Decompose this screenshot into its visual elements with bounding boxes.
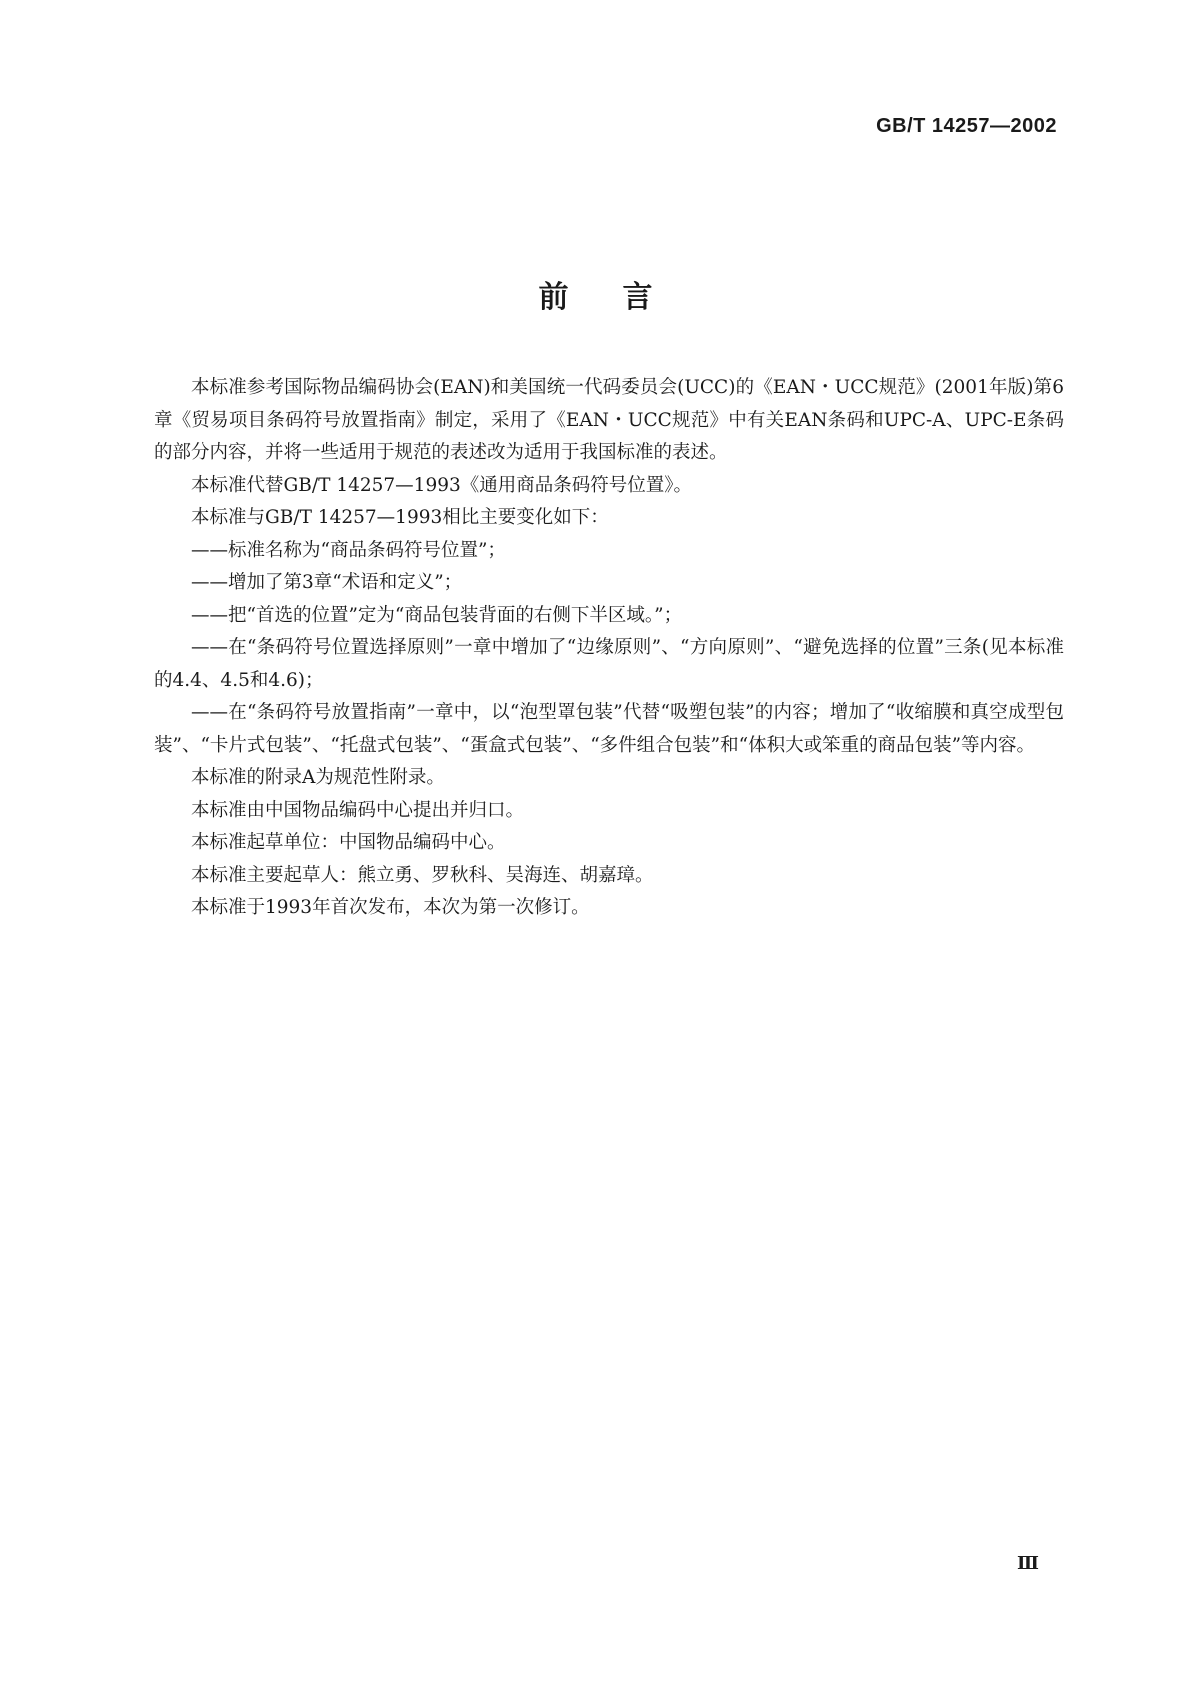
paragraph-reference: 本标准参考国际物品编码协会(EAN)和美国统一代码委员会(UCC)的《EAN・UCC规范》(2001年版)第6章《贸易项目条码符号放置指南》制定，采用了《EAN・UCC规范》中有关EAN条码和UPC-A、UPC-E条码的部分内容，并将一些适用于规范的表述改为适用于我国标准的表述。 <box>154 377 1064 463</box>
paragraph-drafters: 本标准主要起草人：熊立勇、罗秋科、吴海连、胡嘉璋。 <box>191 864 654 886</box>
page-title: 前言 <box>538 280 707 315</box>
paragraph-replaces: 本标准代替GB/T 14257—1993《通用商品条码符号位置》。 <box>191 474 693 496</box>
page-number: Ⅲ <box>1017 1553 1039 1574</box>
paragraph-proposed-by: 本标准由中国物品编码中心提出并归口。 <box>191 799 525 821</box>
change-item-placement-guide: ——在“条码符号放置指南”一章中，以“泡型罩包装”代替“吸塑包装”的内容；增加了“收缩膜和真空成型包装”、“卡片式包装”、“托盘式包装”、“蛋盒式包装”、“多件组合包装”和“体积大或笨重的商品包装”等内容。 <box>154 702 1064 756</box>
change-item-name: ——标准名称为“商品条码符号位置”； <box>191 539 506 561</box>
paragraph-drafting-unit: 本标准起草单位：中国物品编码中心。 <box>191 832 506 853</box>
paragraph-annex: 本标准的附录A为规范性附录。 <box>191 767 445 788</box>
foreword-body <box>154 372 1064 925</box>
standard-number: GB/T 14257—2002 <box>876 115 1057 137</box>
paragraph-changes-intro: 本标准与GB/T 14257—1993相比主要变化如下： <box>191 507 609 528</box>
change-item-terms: ——增加了第3章“术语和定义”； <box>191 572 463 593</box>
change-item-preferred-position: ——把“首选的位置”定为“商品包装背面的右侧下半区域。”； <box>191 604 683 626</box>
change-item-selection-principles: ——在“条码符号位置选择原则”一章中增加了“边缘原则”、“方向原则”、“避免选择的位置”三条(见本标准的4.4、4.5和4.6)； <box>154 637 1064 691</box>
paragraph-history: 本标准于1993年首次发布，本次为第一次修订。 <box>191 897 590 918</box>
